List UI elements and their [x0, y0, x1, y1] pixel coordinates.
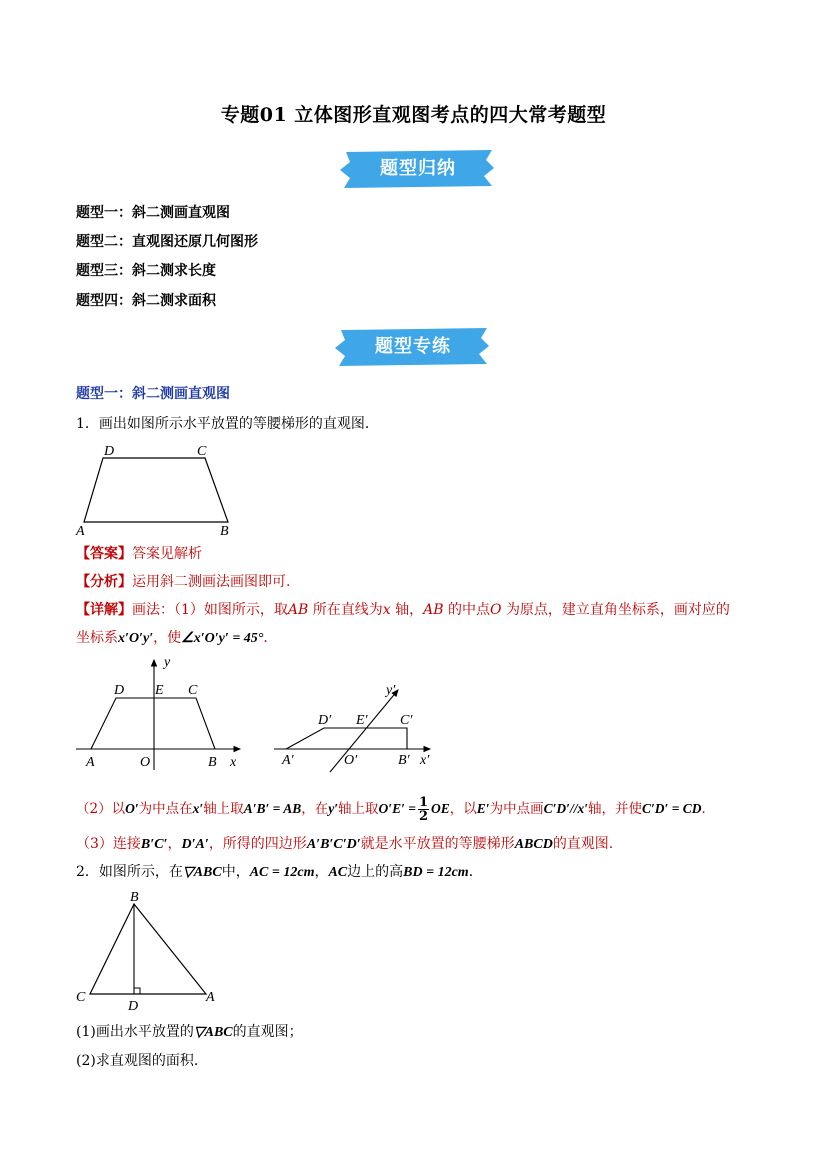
label-C: C	[197, 444, 207, 459]
label-C: C	[188, 683, 198, 698]
step-text: ，在	[301, 801, 329, 817]
math-AB: AB	[423, 602, 444, 618]
label-B: B	[208, 755, 217, 770]
math-parallel: C′D′//x′	[543, 801, 588, 816]
q2-text: 中，	[221, 864, 250, 880]
q2-text: ，	[314, 864, 329, 880]
step-3-line	[76, 835, 613, 854]
q2-text: 边上的高	[347, 864, 404, 880]
label-B: B	[130, 890, 139, 905]
label-E: E	[155, 683, 164, 698]
question-1-trapezoid-figure	[70, 438, 240, 538]
detail-text: 画法：（1）如图所示，取	[132, 602, 288, 618]
label-D: D	[128, 999, 139, 1014]
detail-line-2	[76, 629, 277, 648]
label-D: D	[114, 683, 125, 698]
analysis-text: 运用斜二测画法画图即可.	[132, 574, 291, 590]
label-A: A	[76, 524, 85, 538]
question-1-text: 1．画出如图所示水平放置的等腰梯形的直观图．	[76, 416, 379, 432]
detail-text: 的中点	[448, 602, 490, 618]
step-text: 的直观图.	[552, 836, 614, 852]
q2-sub-text: 的直观图；	[232, 1024, 303, 1040]
math-triangle-ABC: ▽ABC	[182, 865, 222, 880]
fraction-denominator: 2	[418, 809, 429, 824]
answer-text: 答案见解析	[132, 546, 202, 562]
step-text: ，	[167, 836, 182, 852]
step-text: 为中点在	[138, 801, 193, 817]
math-O-prime: O′	[125, 801, 139, 816]
math-AC: AC	[328, 865, 348, 880]
detail-text: ．	[263, 630, 278, 646]
step-text: （3）连接	[76, 836, 141, 852]
label-B: B	[220, 524, 229, 538]
step-text: 轴上取	[203, 801, 244, 817]
math-triangle-ABC: ▽ABC	[193, 1025, 233, 1040]
analysis-line	[76, 573, 290, 591]
question-2-sub-2: (2)求直观图的面积．	[76, 1053, 208, 1069]
step-text: 轴，并使	[588, 801, 642, 817]
label-O: O	[140, 755, 151, 770]
math-axes: x′O′y′	[118, 631, 154, 646]
summary-item-2: 题型二：直观图还原几何图形	[76, 234, 258, 250]
math-eq-AB: A′B′ = AB	[243, 801, 302, 816]
math-AB: AB	[287, 602, 309, 618]
step-text: 轴上取	[338, 801, 379, 817]
label-A: A	[206, 990, 215, 1005]
detail-text: ，使	[153, 630, 182, 646]
detail-text: 所在直线为	[312, 602, 383, 618]
math-eq-CD: C′D′ = CD	[642, 801, 702, 816]
math-BC-prime: B′C′	[140, 837, 168, 852]
label-C: C	[76, 990, 86, 1005]
fraction-one-half	[418, 796, 429, 823]
detail-line-1	[76, 601, 730, 619]
summary-item-3: 题型三：斜二测求长度	[76, 263, 216, 279]
q2-sub-text: (1)画出水平放置的	[76, 1024, 194, 1040]
step-text: 为中点画	[489, 801, 544, 817]
fraction-numerator: 1	[418, 795, 429, 810]
summary-banner-label: 题型归纳	[380, 158, 456, 179]
practice-banner-label: 题型专练	[375, 336, 451, 357]
math-O: O	[490, 602, 502, 618]
page-title: 专题01 立体图形直观图考点的四大常考题型	[220, 104, 607, 126]
practice-banner	[333, 326, 493, 368]
detail-text: 轴，	[395, 602, 424, 618]
q2-text: 2．如图所示，在	[76, 864, 183, 880]
step-text: ．	[701, 801, 716, 817]
summary-item-1: 题型一：斜二测画直观图	[76, 205, 230, 221]
math-quad-prime: A′B′C′D′	[306, 837, 361, 852]
original-trapezoid-figure	[72, 652, 252, 774]
detail-text: 坐标系	[76, 630, 118, 646]
oblique-view-figure	[270, 680, 450, 774]
step-text: ，以	[449, 801, 477, 817]
label-A-prime: A′	[282, 753, 294, 768]
step-text: （2）以	[76, 801, 126, 817]
label-D-prime: D′	[318, 713, 332, 728]
label-B-prime: B′	[398, 753, 410, 768]
answer-line	[76, 545, 202, 563]
math-BD-length: BD = 12cm	[403, 865, 469, 880]
label-E-prime: E′	[356, 713, 368, 728]
math-eq-OE: O′E′ =	[378, 801, 416, 816]
math-AC-length: AC = 12cm	[249, 865, 315, 880]
label-y: y	[164, 655, 171, 670]
step-2-line	[76, 796, 715, 823]
math-OE: OE	[431, 801, 450, 816]
math-ABCD: ABCD	[514, 837, 553, 852]
math-angle: ∠x′O′y′ = 45°	[181, 631, 264, 646]
label-C-prime: C′	[400, 713, 413, 728]
label-A: A	[86, 755, 95, 770]
question-2-sub-1	[76, 1023, 303, 1042]
step-text: ，所得的四边形	[208, 836, 307, 852]
detail-text: 为原点，建立直角坐标系，画对应的	[505, 602, 730, 618]
section-heading: 题型一：斜二测画直观图	[76, 386, 230, 402]
label-x-prime: x′	[420, 753, 430, 768]
summary-banner	[338, 148, 498, 190]
detail-tag: 【详解】	[76, 602, 132, 618]
label-x: x	[230, 755, 237, 770]
math-x: x	[382, 602, 391, 618]
label-O-prime: O′	[344, 753, 358, 768]
question-2-triangle-figure	[70, 886, 230, 1016]
summary-item-4: 题型四：斜二测求面积	[76, 293, 216, 309]
math-E-prime: E′	[476, 801, 490, 816]
math-DA-prime: D′A′	[181, 837, 209, 852]
answer-tag: 【答案】	[76, 546, 132, 562]
step-text: 就是水平放置的等腰梯形	[360, 836, 515, 852]
math-x-prime: x′	[192, 801, 204, 816]
label-y-prime: y′	[386, 683, 396, 698]
label-D: D	[104, 444, 115, 459]
math-y-prime: y′	[328, 801, 339, 816]
question-2-text	[76, 863, 483, 882]
analysis-tag: 【分析】	[76, 574, 132, 590]
q2-text: ．	[468, 864, 483, 880]
